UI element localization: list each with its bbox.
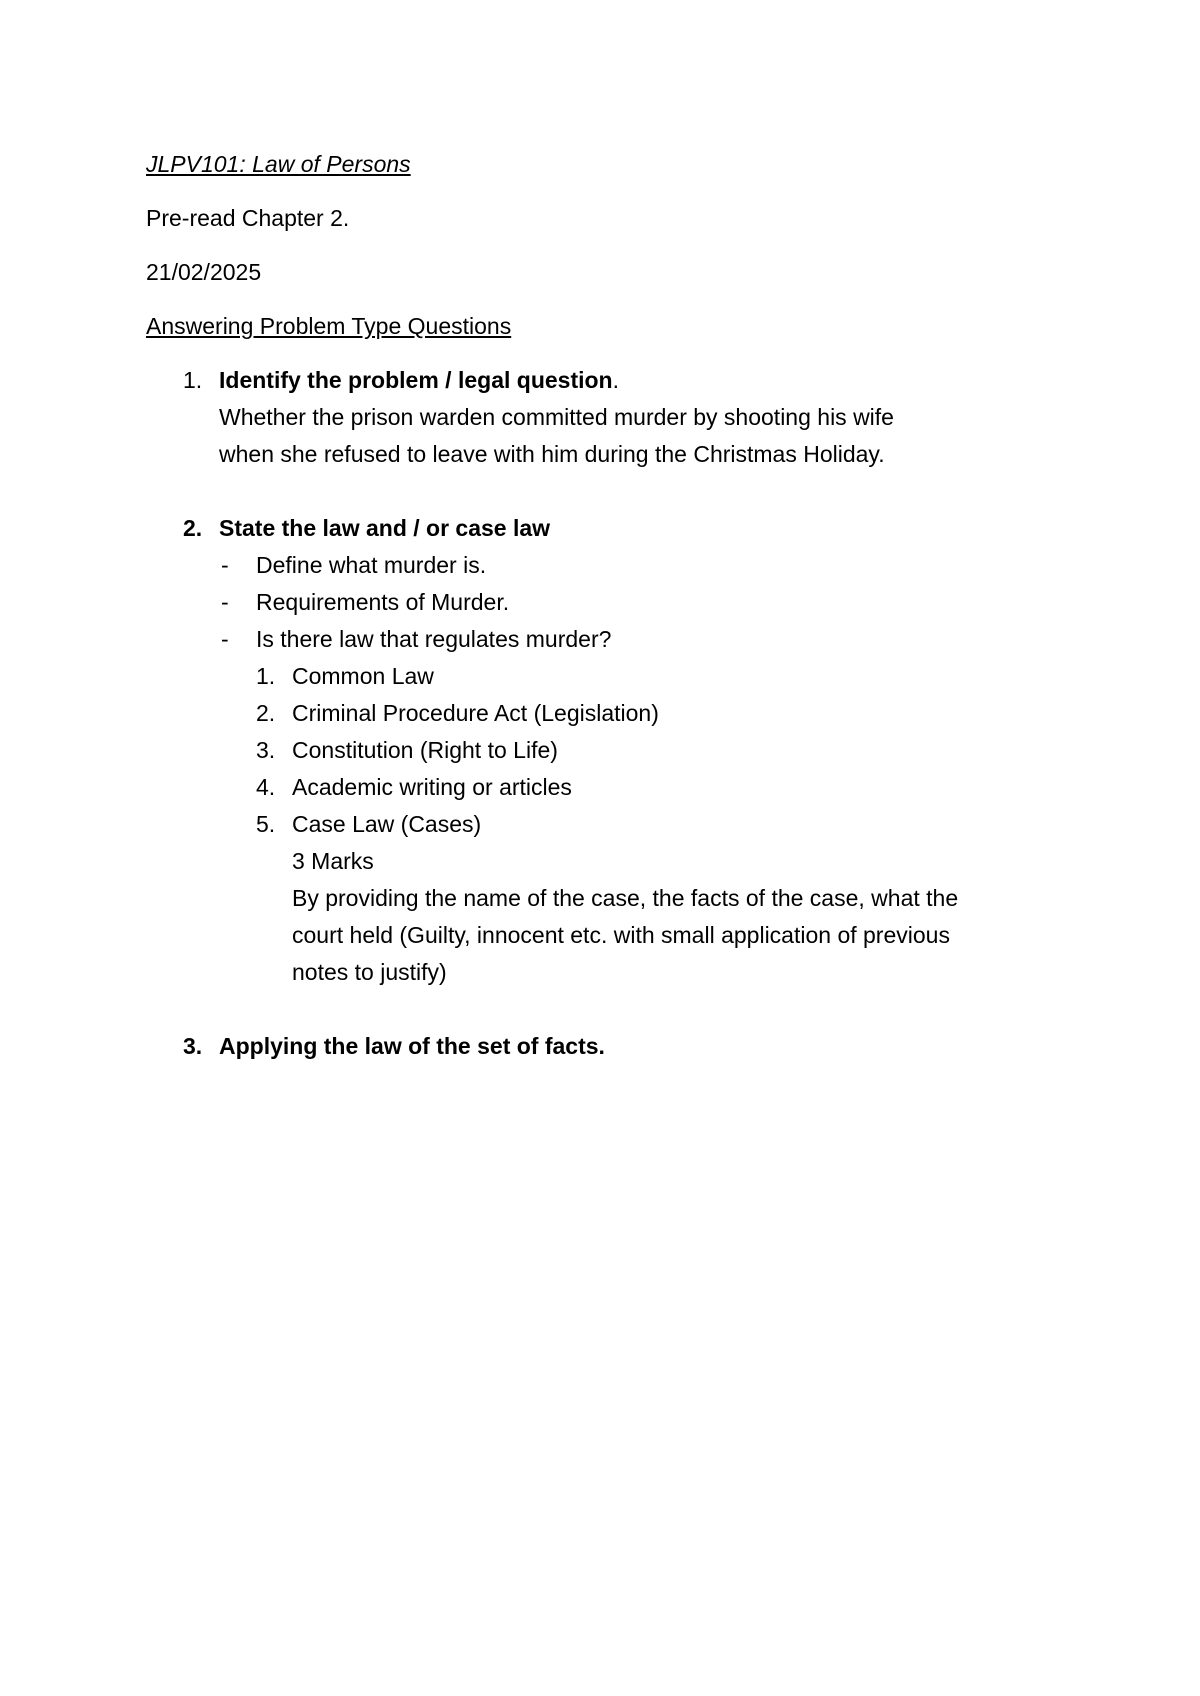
marks-detail-line-3: notes to justify) — [292, 959, 447, 985]
source-label: Academic writing or articles — [292, 774, 572, 800]
bullet-item: Define what murder is. — [256, 552, 487, 578]
section-heading: Answering Problem Type Questions — [146, 313, 512, 339]
step-1-number: 1. — [183, 367, 203, 393]
bullet-item: Is there law that regulates murder? — [256, 626, 612, 652]
source-label: Constitution (Right to Life) — [292, 737, 558, 763]
date: 21/02/2025 — [146, 259, 262, 285]
step-1-body-line-1: Whether the prison warden committed murder by shooting his wife — [219, 404, 894, 430]
step-1-title-suffix: . — [612, 367, 619, 393]
preread-note: Pre-read Chapter 2. — [146, 205, 350, 231]
step-2-number: 2. — [183, 515, 203, 541]
step-1-title-line — [219, 362, 619, 399]
source-number: 5. — [256, 811, 276, 837]
marks: 3 Marks — [292, 848, 374, 874]
marks-detail-line-1: By providing the name of the case, the facts of the case, what the — [292, 885, 959, 911]
marks-detail-line-2: court held (Guilty, innocent etc. with small application of previous — [292, 922, 950, 948]
source-label: Criminal Procedure Act (Legislation) — [292, 700, 659, 726]
bullet-item: Requirements of Murder. — [256, 589, 510, 615]
source-label: Common Law — [292, 663, 434, 689]
step-3-title: Applying the law of the set of facts. — [219, 1033, 605, 1059]
source-number: 4. — [256, 774, 276, 800]
bullet-dash: - — [221, 589, 229, 615]
step-3-number: 3. — [183, 1033, 203, 1059]
step-1-body-line-2: when she refused to leave with him during the Christmas Holiday. — [219, 441, 885, 467]
step-1-title: Identify the problem / legal question — [219, 367, 613, 393]
source-number: 3. — [256, 737, 276, 763]
source-number: 1. — [256, 663, 276, 689]
source-number: 2. — [256, 700, 276, 726]
bullet-dash: - — [221, 552, 229, 578]
course-title: JLPV101: Law of Persons — [146, 151, 411, 177]
source-label: Case Law (Cases) — [292, 811, 482, 837]
bullet-dash: - — [221, 626, 229, 652]
step-2-title: State the law and / or case law — [219, 515, 551, 541]
